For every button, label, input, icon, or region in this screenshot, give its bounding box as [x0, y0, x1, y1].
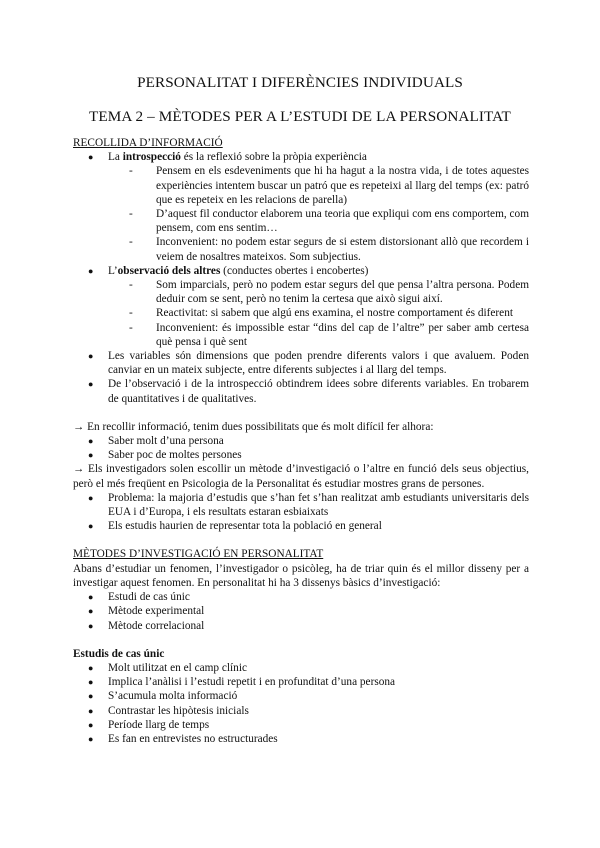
sub-list-item: - Reactivitat: si sabem que algú ens examina, el nostre comportament és diferent: [108, 306, 529, 320]
sub-list: [108, 278, 529, 349]
term-observacio: observació dels altres: [117, 264, 221, 277]
list-item: ● Les variables són dimensions que poden prendre diferents valors i que avaluem. Poden canviar en un mateix subjecte, entre diferents subjectes i al llarg del temps.: [73, 349, 529, 377]
cas-unic-list: [73, 661, 529, 746]
text-prefix: La: [108, 151, 123, 164]
list-item: ● S’acumula molta informació: [73, 689, 529, 703]
list-item: ● Contrastar les hipòtesis inicials: [73, 704, 529, 718]
text-prefix: L’: [108, 264, 118, 277]
list-item: ● Molt utilitzat en el camp clínic: [73, 661, 529, 675]
list-item: ● Període llarg de temps: [73, 718, 529, 732]
list-item: [73, 264, 529, 349]
list-item: ● Problema: la majoria d’estudis que s’han fet s’han realitzat amb estudiants universitaris dels EUA i d’Europa, i els resultats estaran esbiaixats: [73, 491, 529, 519]
sub-list-item: - Inconvenient: no podem estar segurs de si estem distorsionant allò que recordem i veiem de nosaltres mateixos. Som subjectius.: [108, 235, 529, 263]
document-subtitle: TEMA 2 – MÈTODES PER A L’ESTUDI DE LA PERSONALITAT: [89, 108, 511, 125]
term-introspeccio: introspecció: [122, 151, 181, 164]
methods-list: [73, 590, 529, 633]
possibilities-list: [73, 434, 529, 462]
paragraph-metodes-intro: Abans d’estudiar un fenomen, l’investigador o psicòleg, ha de triar quin és el millor disseny per a investigar aquest fenomen. En personalitat hi ha 3 dissenys bàsics d’investigació:: [73, 562, 529, 589]
list-item: ● Mètode experimental: [73, 604, 529, 618]
sub-list-item: - Inconvenient: és impossible estar “dins del cap de l’altre” per saber amb certesa què pensa i què sent: [108, 321, 529, 349]
sub-list: [108, 164, 529, 263]
list-item: ● Es fan en entrevistes no estructurades: [73, 732, 529, 746]
sub-list-item: - D’aquest fil conductor elaborem una teoria que expliqui com ens comportem, com pensem, com ens sentim…: [108, 207, 529, 235]
list-item: ● Mètode correlacional: [73, 619, 529, 633]
document-body: [73, 136, 529, 746]
recollida-list: [73, 150, 529, 406]
section-heading-recollida: RECOLLIDA D’INFORMACIÓ: [73, 137, 223, 149]
list-item: ● Estudi de cas únic: [73, 590, 529, 604]
paragraph-arrow-2: → Els investigadors solen escollir un mètode d’investigació o l’altre en funció dels seus objectius, però el més freqüent en Psicologia de la Personalitat és estudiar mostres grans de persones.: [73, 463, 529, 490]
list-item: [73, 150, 529, 264]
list-item: ● Implica l’anàlisi i l’estudi repetit i en profunditat d’una persona: [73, 675, 529, 689]
sub-list-item: - Pensem en els esdeveniments que hi ha hagut a la nostra vida, i de totes aquestes experiències intentem buscar un patró que es repeteixi al llarg del temps (ex: patró que es repeteix en les relacions de parella): [108, 164, 529, 207]
problems-list: [73, 491, 529, 534]
list-item: ● Els estudis haurien de representar tota la població en general: [73, 519, 529, 533]
document-title: PERSONALITAT I DIFERÈNCIES INDIVIDUALS: [137, 74, 463, 91]
section-heading-metodes: MÈTODES D’INVESTIGACIÓ EN PERSONALITAT: [73, 548, 324, 561]
text-suffix: (conductes obertes i encobertes): [220, 264, 369, 277]
section-heading-cas-unic: Estudis de cas únic: [73, 647, 165, 660]
list-item: ● De l’observació i de la introspecció obtindrem idees sobre diferents variables. En trobarem de quantitatives i de qualitatives.: [73, 377, 529, 405]
sub-list-item: - Som imparcials, però no podem estar segurs del que pensa l’altra persona. Podem deduir com se sent, però no tenim la certesa que això sigui així.: [108, 278, 529, 306]
list-item: ● Saber molt d’una persona: [73, 434, 529, 448]
text-suffix: és la reflexió sobre la pròpia experiència: [180, 151, 367, 164]
list-item: ● Saber poc de moltes persones: [73, 448, 529, 462]
paragraph-arrow-1: → En recollir informació, tenim dues possibilitats que és molt difícil fer alhora:: [73, 420, 434, 433]
